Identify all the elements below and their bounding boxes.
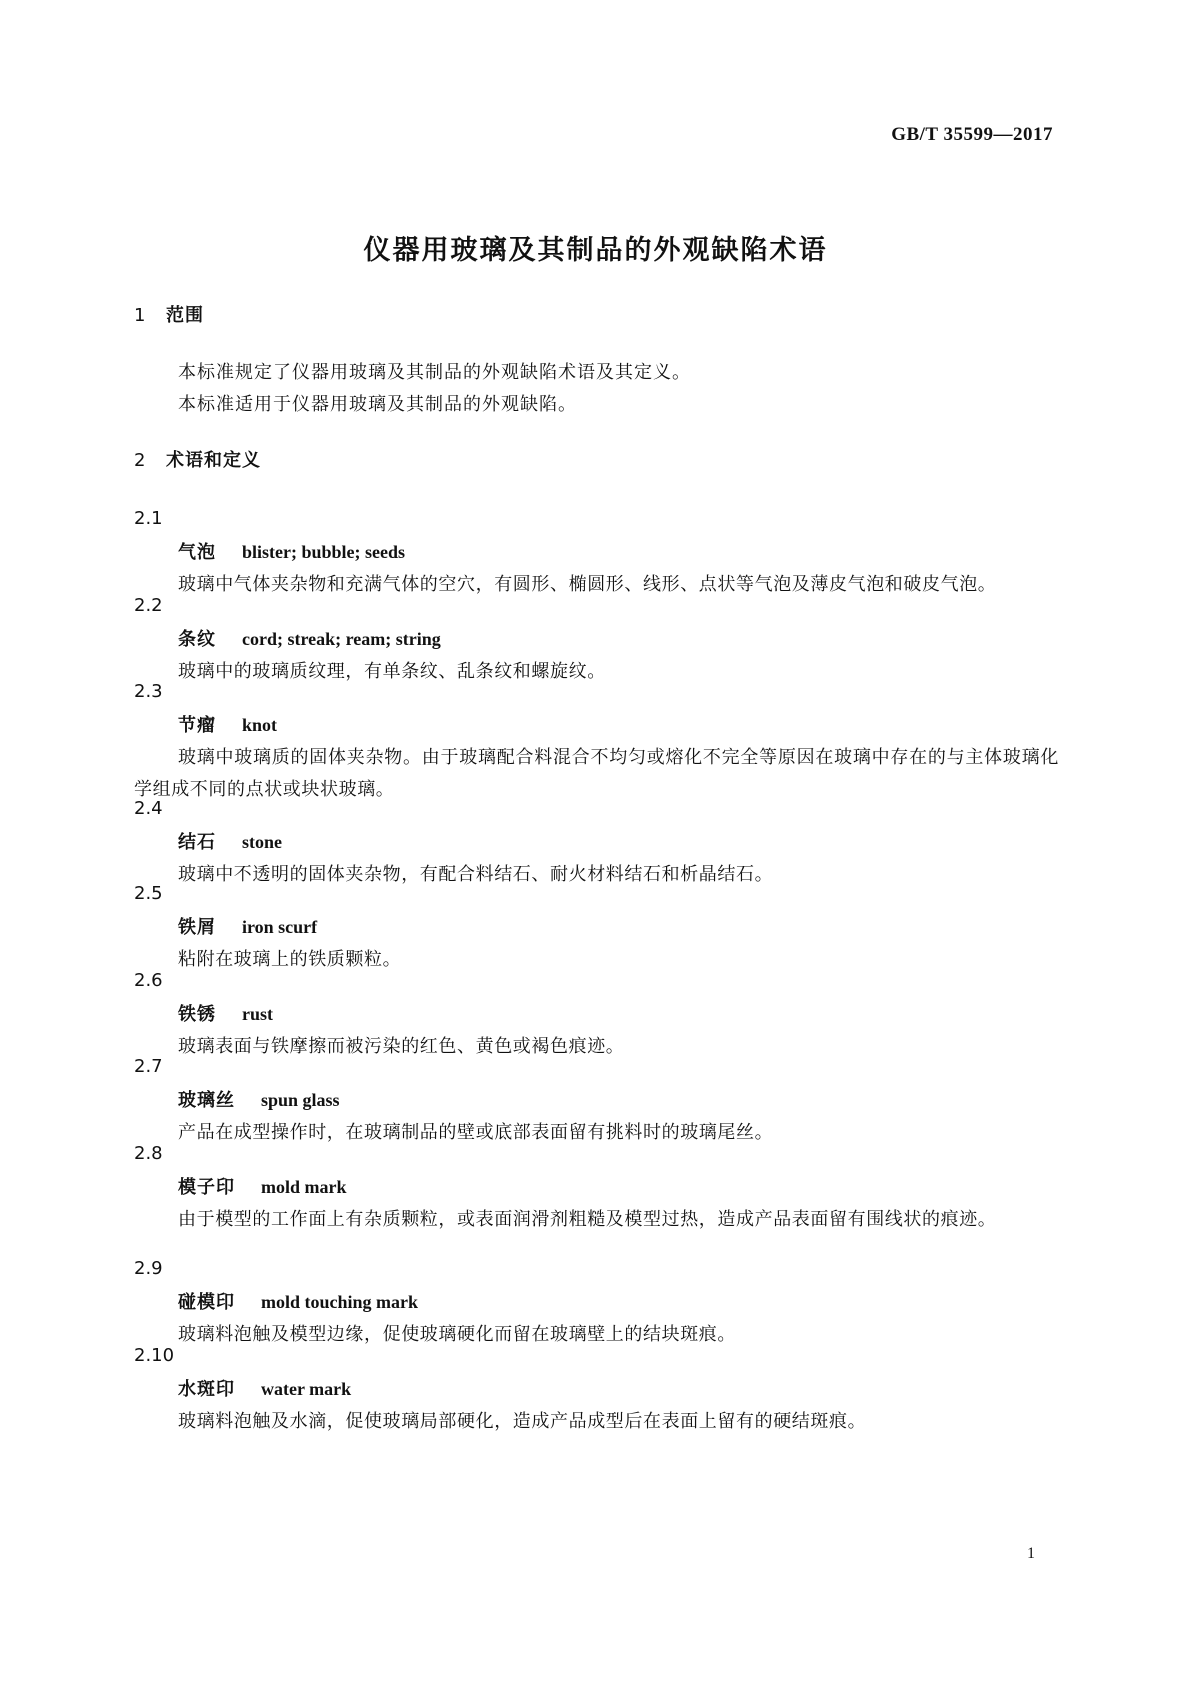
- standard-code: GB/T 35599—2017: [891, 124, 1053, 145]
- term-definition: 产品在成型操作时，在玻璃制品的壁或底部表面留有挑料时的玻璃尾丝。: [178, 1122, 774, 1143]
- term-chinese: 模子印: [178, 1177, 235, 1198]
- term-definition: 玻璃料泡触及模型边缘，促使玻璃硬化而留在玻璃壁上的结块斑痕。: [178, 1324, 736, 1345]
- term-chinese: 铁锈: [178, 1004, 216, 1025]
- term-chinese: 条纹: [178, 629, 216, 650]
- term-chinese: 气泡: [178, 542, 216, 563]
- term-number: 2.7: [134, 1056, 163, 1077]
- section-title: 术语和定义: [166, 450, 261, 471]
- term-number: 2.9: [134, 1258, 163, 1279]
- term-number: 2.8: [134, 1143, 163, 1164]
- page-number: 1: [1027, 1545, 1035, 1562]
- term-definition: 粘附在玻璃上的铁质颗粒。: [178, 949, 402, 970]
- term-entry: [134, 505, 1059, 601]
- term-english: knot: [242, 715, 278, 735]
- term-chinese: 结石: [178, 832, 216, 853]
- term-english: stone: [242, 832, 282, 852]
- term-english: water mark: [261, 1379, 352, 1399]
- term-chinese: 碰模印: [178, 1292, 235, 1313]
- term-entry: [134, 1255, 1059, 1351]
- scope-paragraph: 本标准规定了仪器用玻璃及其制品的外观缺陷术语及其定义。: [178, 362, 691, 383]
- section-heading-scope: [134, 301, 204, 327]
- term-definition: 玻璃表面与铁摩擦而被污染的红色、黄色或褐色痕迹。: [178, 1036, 625, 1057]
- term-entry: [134, 678, 1059, 806]
- term-line: [178, 1374, 1059, 1404]
- term-line: [178, 1172, 1059, 1202]
- section-number: 2: [134, 450, 147, 471]
- term-chinese: 铁屑: [178, 917, 216, 938]
- term-line: [178, 1287, 1059, 1317]
- term-chinese: 水斑印: [178, 1379, 235, 1400]
- term-chinese: 节瘤: [178, 715, 216, 736]
- document-title: 仪器用玻璃及其制品的外观缺陷术语: [363, 235, 828, 266]
- term-definition: 玻璃中气体夹杂物和充满气体的空穴，有圆形、椭圆形、线形、点状等气泡及薄皮气泡和破皮气泡。: [178, 574, 997, 595]
- term-entry: [134, 592, 1059, 688]
- section-number: 1: [134, 305, 147, 326]
- term-english: mold mark: [261, 1177, 347, 1197]
- term-english: mold touching mark: [261, 1292, 419, 1312]
- term-line: [178, 710, 1059, 740]
- term-english: spun glass: [261, 1090, 340, 1110]
- term-number: 2.4: [134, 798, 163, 819]
- term-definition: 玻璃料泡触及水滴，促使玻璃局部硬化，造成产品成型后在表面上留有的硬结斑痕。: [178, 1411, 867, 1432]
- term-entry: [134, 880, 1059, 976]
- term-line: [178, 912, 1059, 942]
- term-english: rust: [242, 1004, 273, 1024]
- term-line: [178, 537, 1059, 567]
- term-number: 2.1: [134, 508, 163, 529]
- term-entry: [134, 795, 1059, 891]
- scope-paragraph: 本标准适用于仪器用玻璃及其制品的外观缺陷。: [178, 394, 577, 415]
- term-definition: 玻璃中不透明的固体夹杂物，有配合料结石、耐火材料结石和析晶结石。: [178, 864, 774, 885]
- section-title: 范围: [166, 305, 204, 326]
- term-english: cord; streak; ream; string: [242, 629, 441, 649]
- term-english: iron scurf: [242, 917, 318, 937]
- term-line: [178, 999, 1059, 1029]
- term-chinese: 玻璃丝: [178, 1090, 235, 1111]
- term-definition: 玻璃中玻璃质的固体夹杂物。由于玻璃配合料混合不均匀或熔化不完全等原因在玻璃中存在的与主体玻璃化学组成不同的点状或块状玻璃。: [134, 747, 1059, 800]
- section-heading-terms: [134, 446, 261, 472]
- term-number: 2.2: [134, 595, 163, 616]
- term-number: 2.10: [134, 1345, 175, 1366]
- term-line: [178, 624, 1059, 654]
- term-line: [178, 827, 1059, 857]
- term-entry: [134, 967, 1059, 1063]
- term-entry: [134, 1140, 1059, 1236]
- term-definition: 玻璃中的玻璃质纹理，有单条纹、乱条纹和螺旋纹。: [178, 661, 606, 682]
- term-entry: [134, 1342, 1059, 1438]
- term-number: 2.6: [134, 970, 163, 991]
- term-definition: 由于模型的工作面上有杂质颗粒，或表面润滑剂粗糙及模型过热，造成产品表面留有围线状的痕迹。: [178, 1209, 997, 1230]
- term-number: 2.3: [134, 681, 163, 702]
- term-entry: [134, 1053, 1059, 1149]
- term-number: 2.5: [134, 883, 163, 904]
- term-english: blister; bubble; seeds: [242, 542, 406, 562]
- term-line: [178, 1085, 1059, 1115]
